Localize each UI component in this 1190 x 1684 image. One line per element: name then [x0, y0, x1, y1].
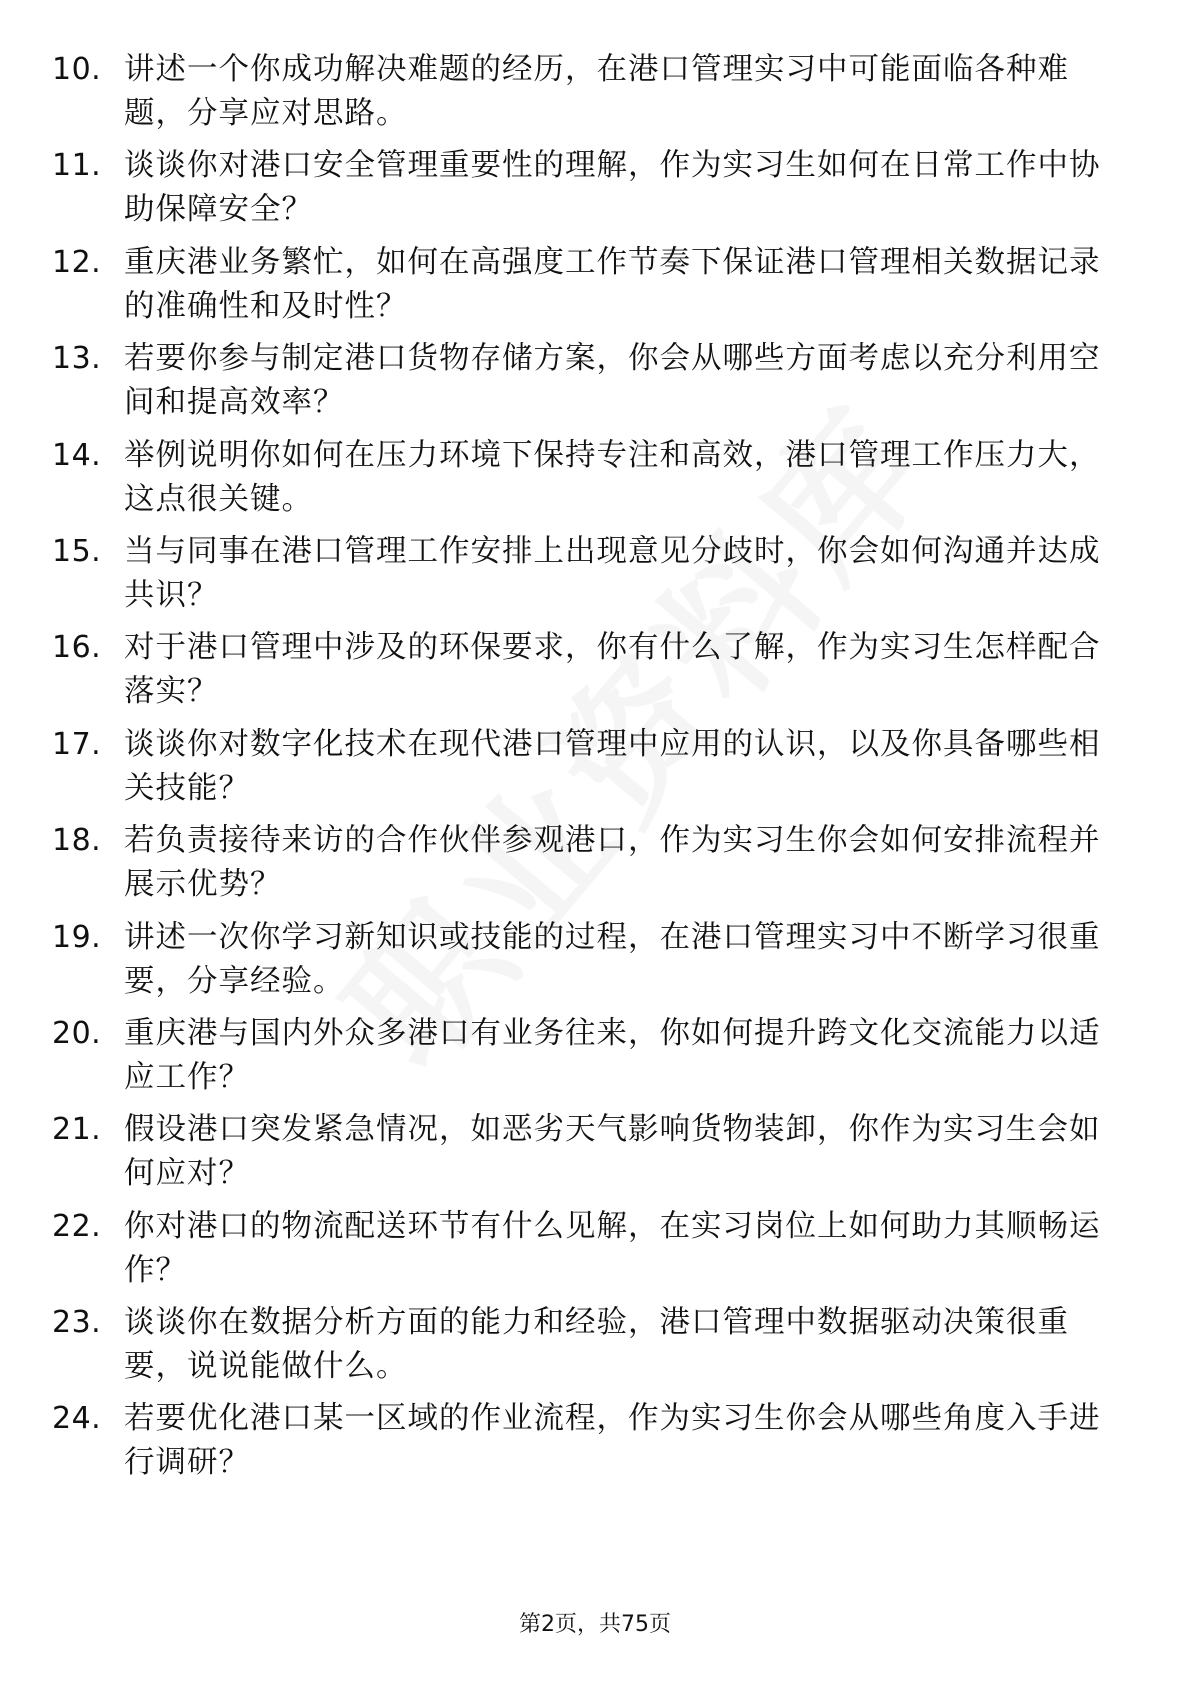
question-item	[52, 723, 1112, 819]
question-number: 13.	[52, 341, 102, 377]
question-item	[52, 337, 1112, 433]
question-item	[52, 434, 1112, 530]
question-number: 10.	[52, 52, 102, 87]
question-text: 对于港口管理中涉及的环保要求，你有什么了解，作为实习生怎样配合落实？	[124, 630, 1101, 710]
question-text: 若要你参与制定港口货物存储方案，你会从哪些方面考虑以充分利用空间和提高效率？	[124, 341, 1101, 421]
question-number: 16.	[52, 630, 102, 666]
question-list	[52, 48, 1112, 1494]
question-number: 20.	[52, 1015, 102, 1051]
question-item	[52, 1108, 1112, 1204]
question-text: 重庆港业务繁忙，如何在高强度工作节奏下保证港口管理相关数据记录的准确性和及时性？	[124, 244, 1101, 324]
question-text: 讲述一次你学习新知识或技能的过程，在港口管理实习中不断学习很重要，分享经验。	[124, 919, 1101, 999]
page-number-footer: 第2页，共75页	[519, 1612, 671, 1637]
question-number: 11.	[52, 148, 102, 184]
question-number: 15.	[52, 533, 102, 569]
question-number: 24.	[52, 1401, 102, 1437]
question-item	[52, 819, 1112, 915]
question-text: 重庆港与国内外众多港口有业务往来，你如何提升跨文化交流能力以适应工作？	[124, 1015, 1101, 1095]
question-item	[52, 1205, 1112, 1301]
question-number: 19.	[52, 919, 102, 955]
question-text: 谈谈你对数字化技术在现代港口管理中应用的认识，以及你具备哪些相关技能？	[124, 726, 1101, 806]
question-text: 若要优化港口某一区域的作业流程，作为实习生你会从哪些角度入手进行调研？	[124, 1401, 1101, 1481]
question-item	[52, 1012, 1112, 1108]
question-number: 18.	[52, 823, 102, 859]
question-number: 12.	[52, 244, 102, 280]
question-number: 23.	[52, 1305, 102, 1341]
question-text: 当与同事在港口管理工作安排上出现意见分歧时，你会如何沟通并达成共识？	[124, 533, 1101, 613]
question-number: 14.	[52, 437, 102, 473]
question-text: 若负责接待来访的合作伙伴参观港口，作为实习生你会如何安排流程并展示优势？	[124, 823, 1101, 903]
question-number: 17.	[52, 726, 102, 762]
question-text: 假设港口突发紧急情况，如恶劣天气影响货物装卸，你作为实习生会如何应对？	[124, 1112, 1101, 1192]
question-item	[52, 626, 1112, 722]
question-number: 21.	[52, 1112, 102, 1148]
question-item	[52, 916, 1112, 1012]
question-item	[52, 144, 1112, 240]
question-text: 谈谈你在数据分析方面的能力和经验，港口管理中数据驱动决策很重要，说说能做什么。	[124, 1305, 1069, 1385]
question-item	[52, 241, 1112, 337]
question-text: 举例说明你如何在压力环境下保持专注和高效，港口管理工作压力大，这点很关键。	[124, 437, 1101, 517]
question-item	[52, 1397, 1112, 1493]
question-item	[52, 1301, 1112, 1397]
question-number: 22.	[52, 1208, 102, 1244]
question-text: 你对港口的物流配送环节有什么见解，在实习岗位上如何助力其顺畅运作？	[124, 1208, 1101, 1288]
question-item	[52, 530, 1112, 626]
question-text: 谈谈你对港口安全管理重要性的理解，作为实习生如何在日常工作中协助保障安全？	[124, 148, 1101, 228]
question-text: 讲述一个你成功解决难题的经历，在港口管理实习中可能面临各种难题，分享应对思路。	[124, 52, 1069, 131]
question-item	[52, 48, 1112, 144]
